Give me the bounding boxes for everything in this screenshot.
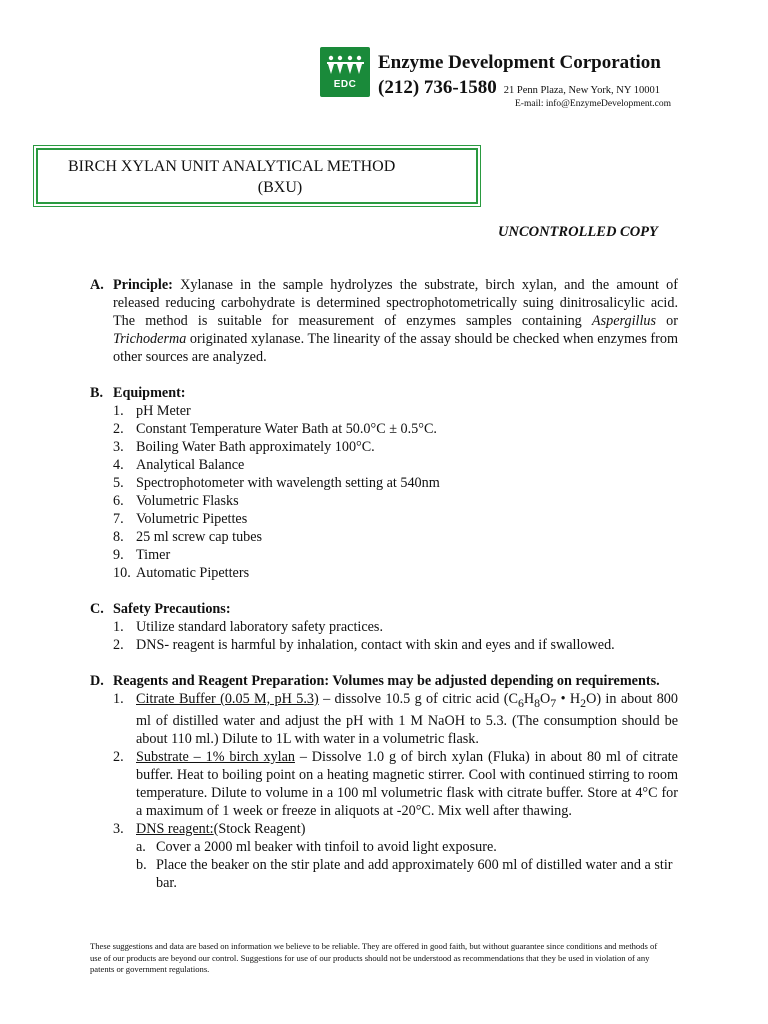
section-letter: B. bbox=[90, 385, 104, 401]
section-letter: C. bbox=[90, 601, 104, 617]
item-number: 6. bbox=[113, 493, 124, 509]
section-principle bbox=[90, 276, 678, 366]
subscript: 2 bbox=[580, 695, 587, 710]
company-name: Enzyme Development Corporation bbox=[378, 52, 661, 73]
list-item bbox=[136, 856, 678, 892]
principle-text: or bbox=[656, 313, 678, 329]
subscript: 7 bbox=[550, 695, 557, 710]
list-item bbox=[113, 420, 678, 438]
list-item bbox=[113, 564, 678, 582]
reagent-name: DNS reagent: bbox=[136, 820, 214, 837]
section-reagents bbox=[90, 672, 678, 892]
item-number: 10. bbox=[113, 565, 131, 581]
item-text: Timer bbox=[136, 547, 171, 563]
item-text: – Dissolve 1.0 g of birch xylan (Fluka) in about 80 ml of citrate buffer. Heat to boiling point on a heating magnetic stirrer. Cool with continued stirring to room temperature. Dilute to volume in a 100 ml volumetric flask with citrate buffer. Store at 4°C for a maximum of 1 week or freeze in aliquots at -20°C. Mix well after thawing. bbox=[136, 748, 678, 819]
equipment-list bbox=[113, 402, 678, 582]
organism-name: Trichoderma bbox=[113, 331, 187, 347]
reagent-name: Citrate Buffer (0.05 M, pH 5.3) bbox=[136, 691, 319, 707]
company-address: 21 Penn Plaza, New York, NY 10001 bbox=[503, 85, 660, 96]
uncontrolled-copy-stamp: UNCONTROLLED COPY bbox=[498, 224, 658, 240]
list-item bbox=[113, 456, 678, 474]
item-text: O) in about 800 ml of distilled water and adjust the pH with 1 M NaOH to 5.3. (The consumption should be about 110 ml.) Dilute to 1L with water in a volumetric flask. bbox=[136, 691, 678, 747]
organism-name: Aspergillus bbox=[591, 313, 657, 329]
item-number: a. bbox=[136, 838, 146, 855]
document-body bbox=[90, 276, 678, 910]
principle-text: Xylanase in the sample hydrolyzes the substrate, birch xylan, and the amount of released reducing carbohydrate is determined spectrophotometrically suing dinitrosalicylic acid. The method is suitable for measurement of enzymes samples containing bbox=[113, 277, 678, 329]
list-item bbox=[113, 618, 678, 636]
item-text: Place the beaker on the stir plate and add approximately 600 ml of distilled water and a stir bar. bbox=[156, 856, 673, 891]
title-box bbox=[36, 148, 478, 204]
reagents-list bbox=[113, 690, 678, 892]
list-item bbox=[113, 820, 678, 892]
section-letter: A. bbox=[90, 277, 104, 293]
item-text: Boiling Water Bath approximately 100°C. bbox=[136, 439, 375, 455]
disclaimer-footer: These suggestions and data are based on information we believe to be reliable. They are offered in good faith, but without guarantee since conditions and methods of use of our products are beyond our control. Suggestions for use of our products should not be understood as recommendations that they be used in violation of any patents or government regulations. bbox=[90, 941, 658, 974]
formula-part: H bbox=[523, 691, 535, 707]
item-number: 2. bbox=[113, 637, 124, 653]
item-number: 3. bbox=[113, 820, 124, 837]
dns-steps-list bbox=[136, 838, 678, 892]
item-text: (Stock Reagent) bbox=[213, 820, 306, 837]
principle-text: originated xylanase. The linearity of the assay should be checked when enzymes from other sources are analyzed. bbox=[113, 331, 678, 365]
section-heading: Principle: bbox=[113, 277, 173, 293]
formula-part: H bbox=[569, 691, 581, 707]
item-text: Spectrophotometer with wavelength setting at 540nm bbox=[136, 475, 440, 491]
company-phone: (212) 736-1580 bbox=[378, 77, 497, 98]
list-item bbox=[113, 474, 678, 492]
item-number: 2. bbox=[113, 421, 124, 437]
logo-text: EDC bbox=[333, 79, 357, 90]
document-subtitle: (BXU) bbox=[257, 179, 303, 196]
list-item bbox=[113, 402, 678, 420]
list-item bbox=[113, 492, 678, 510]
contact-line bbox=[378, 77, 660, 99]
company-email: E-mail: info@EnzymeDevelopment.com bbox=[515, 99, 671, 109]
list-item bbox=[113, 510, 678, 528]
item-number: 1. bbox=[113, 619, 124, 635]
item-number: 8. bbox=[113, 529, 124, 545]
logo-figures-icon bbox=[326, 55, 364, 75]
document-title: BIRCH XYLAN UNIT ANALYTICAL METHOD bbox=[68, 158, 396, 175]
edc-logo bbox=[320, 47, 370, 97]
item-text: Volumetric Pipettes bbox=[136, 511, 248, 527]
formula-part: • bbox=[556, 691, 570, 707]
item-text: Cover a 2000 ml beaker with tinfoil to avoid light exposure. bbox=[156, 838, 497, 855]
item-text: 25 ml screw cap tubes bbox=[136, 529, 263, 545]
safety-list bbox=[113, 618, 678, 654]
item-number: b. bbox=[136, 856, 147, 873]
item-number: 3. bbox=[113, 439, 124, 455]
item-text: pH Meter bbox=[136, 403, 191, 419]
reagent-name: Substrate – 1% birch xylan bbox=[136, 748, 295, 765]
list-item bbox=[136, 838, 678, 856]
principle-paragraph bbox=[113, 276, 678, 366]
list-item bbox=[113, 546, 678, 564]
section-letter: D. bbox=[90, 673, 104, 689]
list-item bbox=[113, 636, 678, 654]
formula-part: O bbox=[540, 691, 551, 707]
list-item bbox=[113, 690, 678, 748]
list-item bbox=[113, 748, 678, 820]
item-text: Constant Temperature Water Bath at 50.0°C ± 0.5°C. bbox=[136, 421, 437, 437]
item-number: 5. bbox=[113, 475, 124, 491]
item-text: – dissolve 10.5 g of citric acid (C bbox=[318, 691, 518, 707]
section-equipment bbox=[90, 384, 678, 582]
section-heading: Equipment: bbox=[113, 385, 186, 401]
item-number: 4. bbox=[113, 457, 124, 473]
item-number: 1. bbox=[113, 691, 124, 707]
item-text: Utilize standard laboratory safety practices. bbox=[136, 619, 383, 635]
list-item bbox=[113, 438, 678, 456]
item-number: 9. bbox=[113, 547, 124, 563]
item-number: 1. bbox=[113, 403, 124, 419]
section-heading: Safety Precautions: bbox=[113, 601, 231, 617]
list-item bbox=[113, 528, 678, 546]
subscript: 8 bbox=[534, 695, 541, 710]
subscript: 6 bbox=[517, 695, 524, 710]
item-text: Analytical Balance bbox=[136, 457, 245, 473]
item-number: 2. bbox=[113, 748, 124, 765]
section-safety bbox=[90, 600, 678, 654]
item-text: Volumetric Flasks bbox=[136, 493, 239, 509]
section-heading: Reagents and Reagent Preparation: Volumes may be adjusted depending on requirements. bbox=[113, 673, 660, 689]
item-text: Automatic Pipetters bbox=[136, 565, 250, 581]
item-text: DNS- reagent is harmful by inhalation, contact with skin and eyes and if swallowed. bbox=[136, 637, 615, 653]
item-number: 7. bbox=[113, 511, 124, 527]
